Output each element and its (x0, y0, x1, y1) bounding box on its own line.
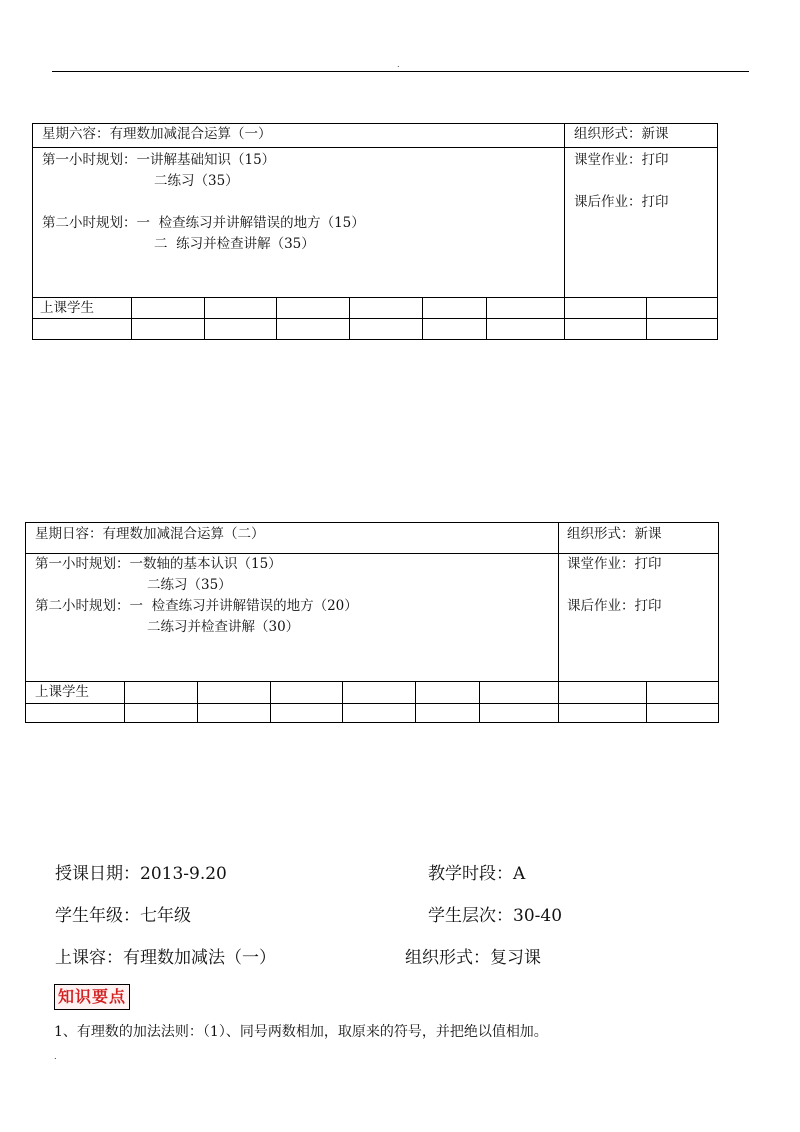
students-label: 上课学生 (40, 300, 94, 316)
homework: 课后作业：打印 (574, 194, 669, 210)
lesson-form: 组织形式：复习课 (405, 948, 541, 968)
hour-2-item-2: 二练习并检查讲解（30） (147, 619, 300, 635)
header-rule (52, 71, 749, 72)
table-divider (197, 681, 198, 722)
table-divider (33, 318, 717, 319)
hour-1-plan: 第一小时规划：一讲解基础知识（15） (42, 152, 276, 168)
table-divider (646, 681, 647, 722)
table-divider (558, 523, 559, 722)
header-dot: . (397, 60, 400, 69)
table-divider (270, 681, 271, 722)
organization-form: 组织形式：新课 (574, 126, 669, 142)
student-grade: 学生年级：七年级 (55, 906, 191, 926)
hour-1-item-2: 二练习（35） (154, 173, 239, 189)
teaching-period: 教学时段：A (428, 864, 526, 884)
homework: 课后作业：打印 (567, 598, 662, 614)
table-divider (33, 297, 717, 298)
table-divider (422, 297, 423, 339)
table-divider (349, 297, 350, 339)
classwork: 课堂作业：打印 (567, 556, 662, 572)
hour-2-item-2: 二 练习并检查讲解（35） (154, 236, 315, 252)
lesson-topic: 星期日容：有理数加减混合运算（二） (35, 526, 265, 542)
addition-rule-1: 1、有理数的加法法则：（1）、同号两数相加，取原来的符号，并把绝以值相加。 (54, 1024, 548, 1040)
organization-form: 组织形式：新课 (567, 526, 662, 542)
table-divider (26, 681, 718, 682)
table-divider (342, 681, 343, 722)
table-divider (276, 297, 277, 339)
knowledge-points-title: 知识要点 (54, 984, 130, 1010)
classwork: 课堂作业：打印 (574, 152, 669, 168)
lesson-topic: 星期六容：有理数加减混合运算（一） (42, 126, 272, 142)
hour-2-plan: 第二小时规划：一 检查练习并讲解错误的地方（15） (42, 215, 365, 231)
table-divider (124, 681, 125, 722)
footer-dot: . (54, 1052, 57, 1061)
table-divider (26, 703, 718, 704)
lesson-plan-table-1 (32, 123, 718, 340)
table-divider (479, 681, 480, 722)
table-divider (204, 297, 205, 339)
lesson-plan-table-2 (25, 522, 719, 723)
hour-2-plan: 第二小时规划：一 检查练习并讲解错误的地方（20） (35, 598, 358, 614)
table-divider (33, 147, 717, 148)
teaching-date: 授课日期：2013-9.20 (55, 864, 227, 884)
hour-1-plan: 第一小时规划：一数轴的基本认识（15） (35, 556, 282, 572)
table-divider (131, 297, 132, 339)
student-level: 学生层次：30-40 (428, 906, 563, 926)
students-label: 上课学生 (35, 684, 89, 700)
lesson-content: 上课容：有理数加减法（一） (55, 948, 276, 968)
table-divider (415, 681, 416, 722)
table-divider (486, 297, 487, 339)
hour-1-item-2: 二练习（35） (147, 577, 232, 593)
table-divider (564, 124, 565, 339)
table-divider (646, 297, 647, 339)
